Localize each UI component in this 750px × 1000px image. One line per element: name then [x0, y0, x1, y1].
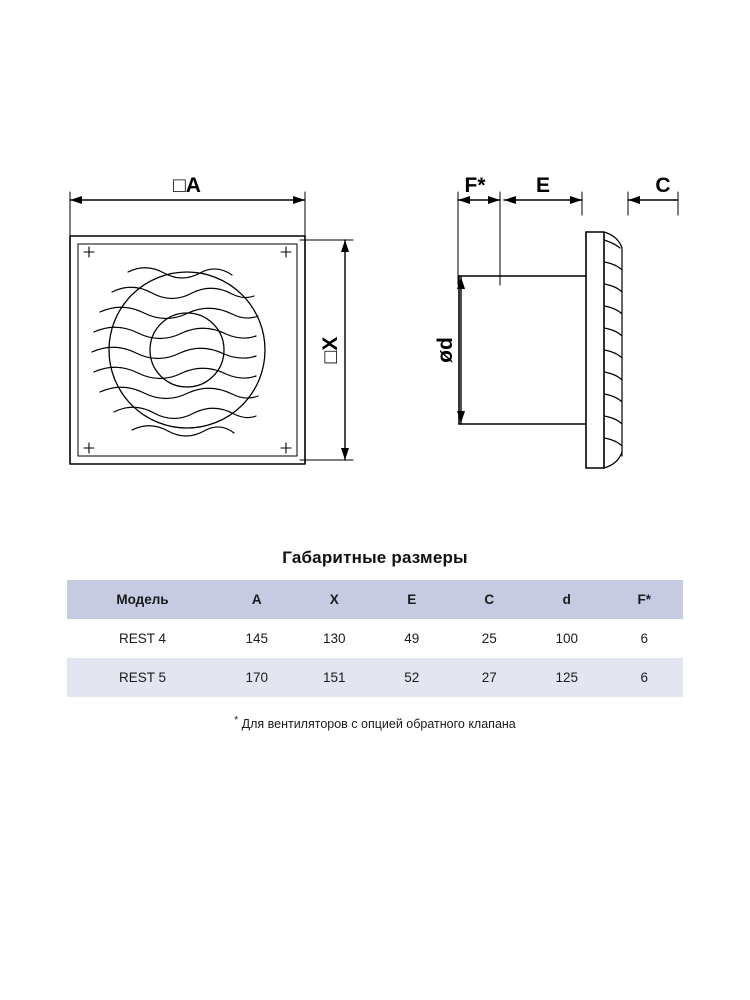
cell-e: 49	[373, 619, 451, 658]
body-front-plate	[586, 232, 604, 468]
cell-a: 145	[218, 619, 296, 658]
dimension-arrow-A	[70, 192, 305, 240]
label-X: □X	[319, 336, 342, 364]
footnote-star: *	[234, 715, 239, 726]
column-header-d: d	[528, 580, 606, 619]
cell-f: 6	[605, 658, 683, 697]
table-row	[67, 658, 683, 697]
column-header-e: E	[373, 580, 451, 619]
cell-x: 130	[295, 619, 373, 658]
cell-f: 6	[605, 619, 683, 658]
cell-e: 52	[373, 658, 451, 697]
column-header-c: C	[450, 580, 528, 619]
label-A: □A	[173, 174, 201, 197]
column-header-a: A	[218, 580, 296, 619]
cell-model: REST 5	[67, 658, 218, 697]
cell-d: 100	[528, 619, 606, 658]
cell-d: 125	[528, 658, 606, 697]
table-footnote	[0, 715, 750, 731]
table-title: Габаритные размеры	[282, 548, 468, 567]
side-grille-ribs	[604, 240, 622, 446]
cell-x: 151	[295, 658, 373, 697]
dimensions-table	[67, 580, 683, 697]
column-header-x: X	[295, 580, 373, 619]
table-header-row	[67, 580, 683, 619]
table-row	[67, 619, 683, 658]
dimensions-section	[0, 548, 750, 731]
cell-a: 170	[218, 658, 296, 697]
label-d: ød	[434, 337, 457, 363]
cell-c: 25	[450, 619, 528, 658]
cell-c: 27	[450, 658, 528, 697]
label-C: C	[655, 174, 671, 197]
label-F: F*	[464, 174, 486, 197]
grille-louvres	[92, 268, 258, 436]
footnote-text: Для вентиляторов с опцией обратного клапана	[238, 717, 516, 732]
column-header-f: F*	[605, 580, 683, 619]
cell-model: REST 4	[67, 619, 218, 658]
label-E: E	[535, 174, 551, 197]
dimension-arrow-F	[458, 192, 500, 285]
column-header-model: Модель	[67, 580, 218, 619]
